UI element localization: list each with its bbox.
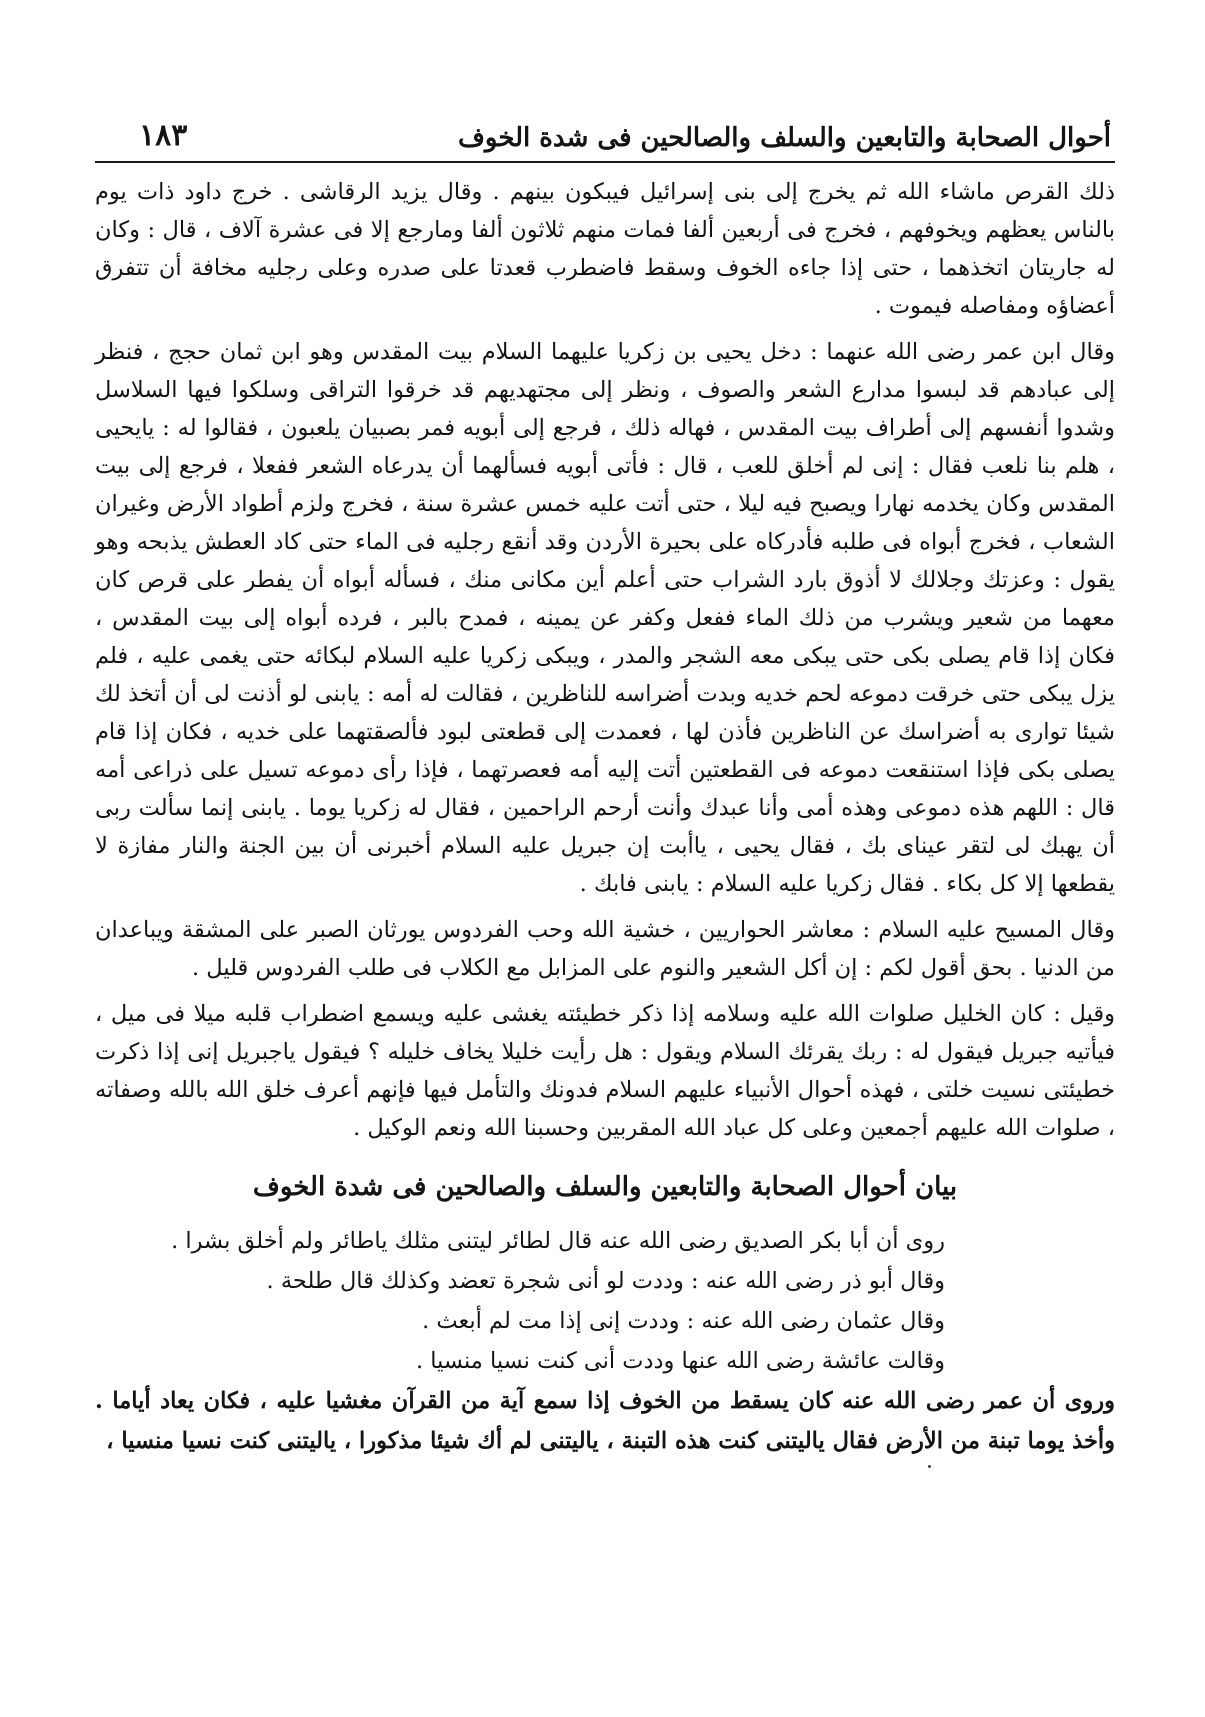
section-title: بيان أحوال الصحابة والتابعين والسلف والصالحين فى شدة الخوف bbox=[252, 1172, 958, 1202]
narration-aisha: وقالت عائشة رضى الله عنها وددت أنى كنت نسيا منسيا . bbox=[415, 1348, 945, 1374]
running-title: أحوال الصحابة والتابعين والسلف والصالحين فى شدة الخوف bbox=[457, 123, 1111, 153]
page-header bbox=[95, 118, 1115, 163]
paragraph-4: وقيل : كان الخليل صلوات الله عليه وسلامه إذا ذكر خطيئته يغشى عليه ويسمع اضطراب قلبه ميلا فى ميل ، فيأتيه جبريل فيقول له : ربك يقرئك السلام ويقول : هل رأيت خليلا يخاف خليله ؟ فيقول ياجبريل إنى إذا ذكرت خطيئتى نسيت خلتى ، فهذه أحوال الأنبياء عليهم السلام فدونك والتأمل فيها فإنهم أعرف خلق الله بالله وصفاته ، صلوات الله عليهم أجمعين وعلى كل عباد الله المقربين وحسبنا الله ونعم الوكيل . bbox=[95, 1001, 1115, 1141]
book-page bbox=[95, 118, 1115, 1461]
scan-speck bbox=[928, 1465, 931, 1468]
page-body bbox=[95, 173, 1115, 1461]
page-number: ١٨٣ bbox=[139, 118, 188, 153]
narration-umar: وروى أن عمر رضى الله عنه كان يسقط من الخوف إذا سمع آية من القرآن مغشيا عليه ، فكان يعاد أياما . وأخذ يوما تبنة من الأرض فقال ياليتنى كنت هذه التبنة ، ياليتنى لم أك شيئا مذكورا ، ياليتنى كنت نسيا منسيا ، bbox=[95, 1388, 1115, 1454]
narration-abu-bakr: روى أن أبا بكر الصديق رضى الله عنه قال لطائر ليتنى مثلك ياطائر ولم أخلق بشرا . bbox=[171, 1228, 945, 1254]
paragraph-2: وقال ابن عمر رضى الله عنهما : دخل يحيى بن زكريا عليهما السلام بيت المقدس وهو ابن ثمان حجج ، فنظر إلى عبادهم قد لبسوا مدارع الشعر والصوف ، ونظر إلى مجتهديهم قد خرقوا التراقى وسلكوا فيها السلاسل وشدوا أنفسهم إلى أطراف بيت المقدس ، فهاله ذلك ، فرجع إلى أبويه فمر بصبيان يلعبون ، فقالوا له : يايحيى ، هلم بنا نلعب فقال : إنى لم أخلق للعب ، قال : فأتى أبويه فسألهما أن يدرعاه الشعر ففعلا ، فرجع إلى بيت المقدس وكان يخدمه نهارا ويصبح فيه ليلا ، حتى أتت عليه خمس عشرة سنة ، فخرج ولزم أطواد الأرض وغيران الشعاب ، فخرج أبواه فى طلبه فأدركاه على بحيرة الأردن وقد أنقع رجليه فى الماء حتى كاد العطش يذبحه وهو يقول : وعزتك وجلالك لا أذوق بارد الشراب حتى أعلم أين مكانى منك ، فسأله أبواه أن يفطر على قرص كان معهما من شعير ويشرب من ذلك الماء ففعل وكفر عن يمينه ، فمدح بالبر ، فرده أبواه إلى بيت المقدس ، فكان إذا قام يصلى بكى حتى يبكى معه الشجر والمدر ، ويبكى زكريا عليه السلام لبكائه حتى يغمى عليه ، فلم يزل يبكى حتى خرقت دموعه لحم خديه وبدت أضراسه للناظرين ، فقالت له أمه : يابنى لو أذنت لى أن أتخذ لك شيئا توارى به أضراسك عن الناظرين فأذن لها ، فعمدت إلى قطعتى لبود فألصقتهما على خديه ، فكان إذا قام يصلى بكى فإذا استنقعت دموعه فى القطعتين أتت إليه أمه فعصرتهما ، فإذا رأى دموعه تسيل على ذراعى أمه قال : اللهم هذه دموعى وهذه أمى وأنا عبدك وأنت أرحم الراحمين ، فقال له زكريا يوما . يابنى إنما سألت ربى أن يهبك لى لتقر عيناى بك ، فقال يحيى ، ياأبت إن جبريل عليه السلام أخبرنى أن بين الجنة والنار مفازة لا يقطعها إلا كل بكاء . فقال زكريا عليه السلام : يابنى فابك . bbox=[95, 339, 1115, 897]
paragraph-1: ذلك القرص ماشاء الله ثم يخرج إلى بنى إسرائيل فيبكون بينهم . وقال يزيد الرقاشى . خرج داود ذات يوم بالناس يعظهم ويخوفهم ، فخرج فى أربعين ألفا فمات منهم ثلاثون ألفا ومارجع إلا فى عشرة آلاف ، قال : وكان له جاريتان اتخذهما ، حتى إذا جاءه الخوف وسقط فاضطرب قعدتا على صدره وعلى رجليه مخافة أن تتفرق أعضاؤه ومفاصله فيموت . bbox=[95, 179, 1115, 319]
paragraph-3: وقال المسيح عليه السلام : معاشر الحواريين ، خشية الله وحب الفردوس يورثان الصبر على المشقة ويباعدان من الدنيا . بحق أقول لكم : إن أكل الشعير والنوم على المزابل مع الكلاب فى طلب الفردوس قليل . bbox=[95, 917, 1115, 981]
narration-uthman: وقال عثمان رضى الله عنه : وددت إنى إذا مت لم أبعث . bbox=[422, 1308, 945, 1334]
narration-abu-dharr: وقال أبو ذر رضى الله عنه : وددت لو أنى شجرة تعضد وكذلك قال طلحة . bbox=[266, 1268, 945, 1294]
